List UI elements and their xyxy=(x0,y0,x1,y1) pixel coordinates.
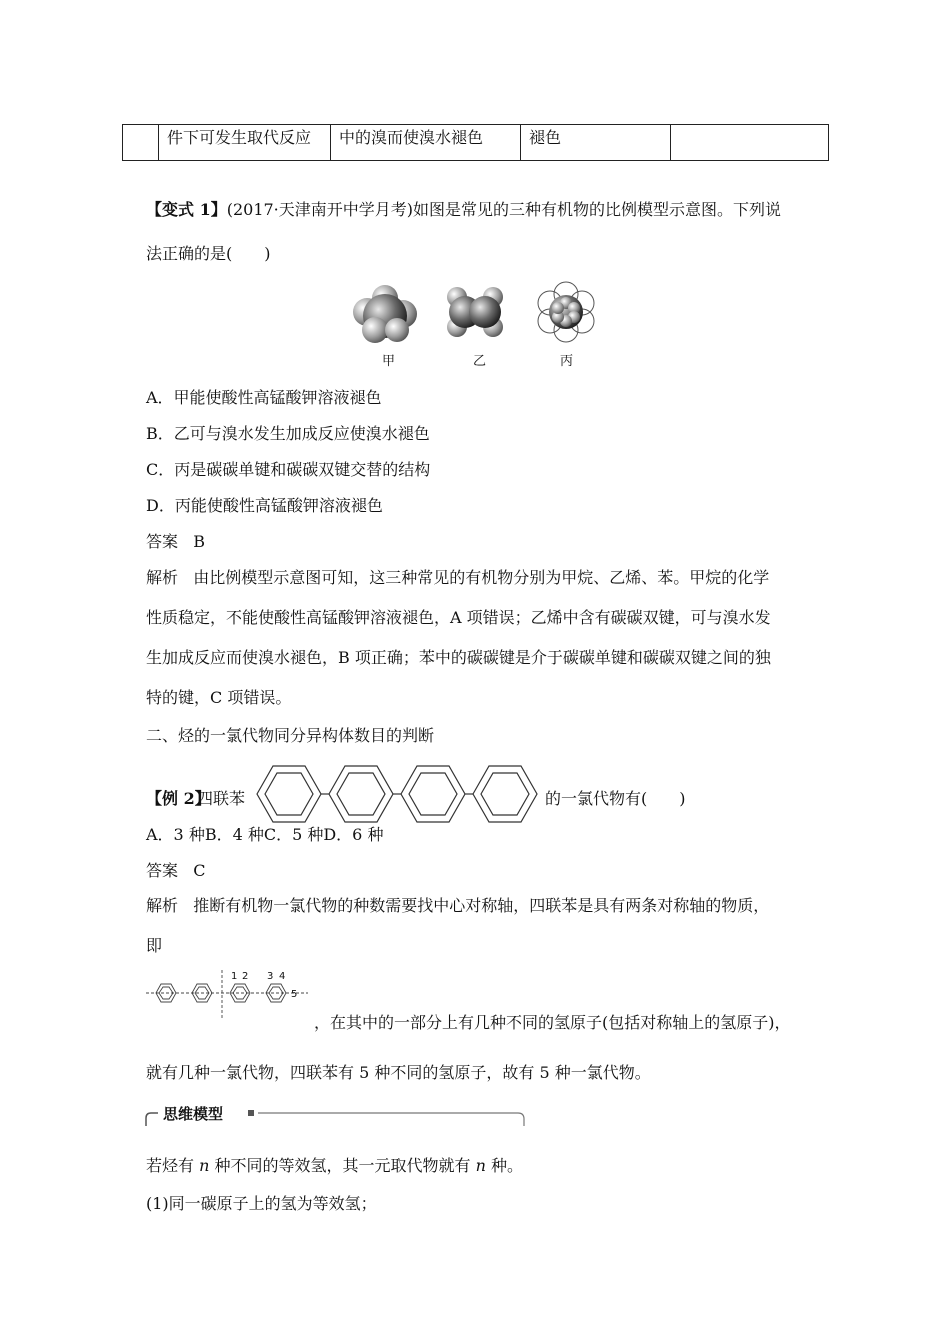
variable-n: n xyxy=(475,1156,486,1175)
label-bing: 丙 xyxy=(560,354,574,369)
variant1-answer xyxy=(146,529,205,552)
example2-options: A．3 种B．4 种C．5 种D．6 种 xyxy=(146,825,384,844)
analysis-line: 生加成反应而使溴水褪色，B 项正确；苯中的碳碳键是介于碳碳单键和碳碳双键之间的独 xyxy=(146,648,771,667)
example2-prefix: 四联苯 xyxy=(197,789,246,808)
position-number: 5 xyxy=(291,989,298,1000)
table-cell: 褪色 xyxy=(521,125,671,161)
option-c: C．丙是碳碳单键和碳碳双键交替的结构 xyxy=(146,460,431,479)
answer-value: B xyxy=(193,532,206,551)
benzene-ring xyxy=(473,766,537,822)
benzene-model xyxy=(538,282,594,342)
label-jia: 甲 xyxy=(382,354,396,369)
example2-analysis xyxy=(146,893,769,916)
symmetry-axis-diagram xyxy=(146,968,316,1020)
variant1-line2: 法正确的是( ) xyxy=(146,244,271,263)
answer-label: 答案 xyxy=(146,532,179,551)
table-cell: 件下可发生取代反应 xyxy=(159,125,331,161)
benzene-ring xyxy=(329,766,393,822)
variant1-analysis xyxy=(146,565,769,588)
example2-answer xyxy=(146,858,206,881)
answer-value: C xyxy=(193,861,206,880)
analysis-conclusion: 就有几种一氯代物，四联苯有 5 种不同的氢原子，故有 5 种一氯代物。 xyxy=(146,1063,651,1082)
variable-n: n xyxy=(199,1156,210,1175)
thinking-model-title: 思维模型 xyxy=(160,1103,226,1124)
table-row xyxy=(123,125,829,161)
text-segment: 种不同的等效氢，其一元取代物就有 xyxy=(209,1156,476,1175)
benzene-ring xyxy=(401,766,465,822)
variant1-tag: 【变式 1】 xyxy=(146,200,227,219)
analysis-line: 由比例模型示意图可知，这三种常见的有机物分别为甲烷、乙烯、苯。甲烷的化学 xyxy=(193,568,770,587)
position-number: 1 xyxy=(231,971,238,982)
section2-heading: 二、烃的一氯代物同分异构体数目的判断 xyxy=(146,726,435,745)
label-yi: 乙 xyxy=(473,354,487,369)
table-cell: 中的溴而使溴水褪色 xyxy=(331,125,521,161)
analysis-label: 解析 xyxy=(146,896,179,915)
option-a: A．甲能使酸性高锰酸钾溶液褪色 xyxy=(146,388,382,407)
ethylene-model xyxy=(447,287,503,337)
thinking-line2: (1)同一碳原子上的氢为等效氢； xyxy=(146,1194,377,1213)
benzene-ring xyxy=(257,766,321,822)
table-cell xyxy=(671,125,829,161)
analysis-line: 即 xyxy=(146,936,163,955)
quaterphenyl-structure xyxy=(254,757,542,831)
variant1-line1: (2017·天津南开中学月考)如图是常见的三种有机物的比例模型示意图。下列说 xyxy=(226,200,782,219)
property-table xyxy=(122,124,829,161)
analysis-line: ，在其中的一部分上有几种不同的氢原子(包括对称轴上的氢原子)， xyxy=(314,1013,791,1032)
methane-model xyxy=(353,285,417,343)
option-d: D．丙能使酸性高锰酸钾溶液褪色 xyxy=(146,496,383,515)
analysis-line: 推断有机物一氯代物的种数需要找中心对称轴，四联苯是具有两条对称轴的物质， xyxy=(193,896,770,915)
answer-label: 答案 xyxy=(146,861,179,880)
position-number: 3 xyxy=(267,971,274,982)
analysis-line: 性质稳定，不能使酸性高锰酸钾溶液褪色，A 项错误；乙烯中含有碳碳双键，可与溴水发 xyxy=(146,608,771,627)
table-cell xyxy=(123,125,159,161)
position-number: 2 xyxy=(242,971,249,982)
variant1-question xyxy=(146,197,781,220)
position-number: 4 xyxy=(279,971,286,982)
text-segment: 若烃有 xyxy=(146,1156,200,1175)
text-segment: 种。 xyxy=(485,1156,523,1175)
thinking-line1 xyxy=(146,1153,523,1176)
example2-suffix: 的一氯代物有( ) xyxy=(545,789,686,808)
analysis-label: 解析 xyxy=(146,568,179,587)
analysis-line: 特的键，C 项错误。 xyxy=(146,688,292,707)
example2-tag: 【例 2】 xyxy=(146,789,211,808)
option-b: B．乙可与溴水发生加成反应使溴水褪色 xyxy=(146,424,430,443)
